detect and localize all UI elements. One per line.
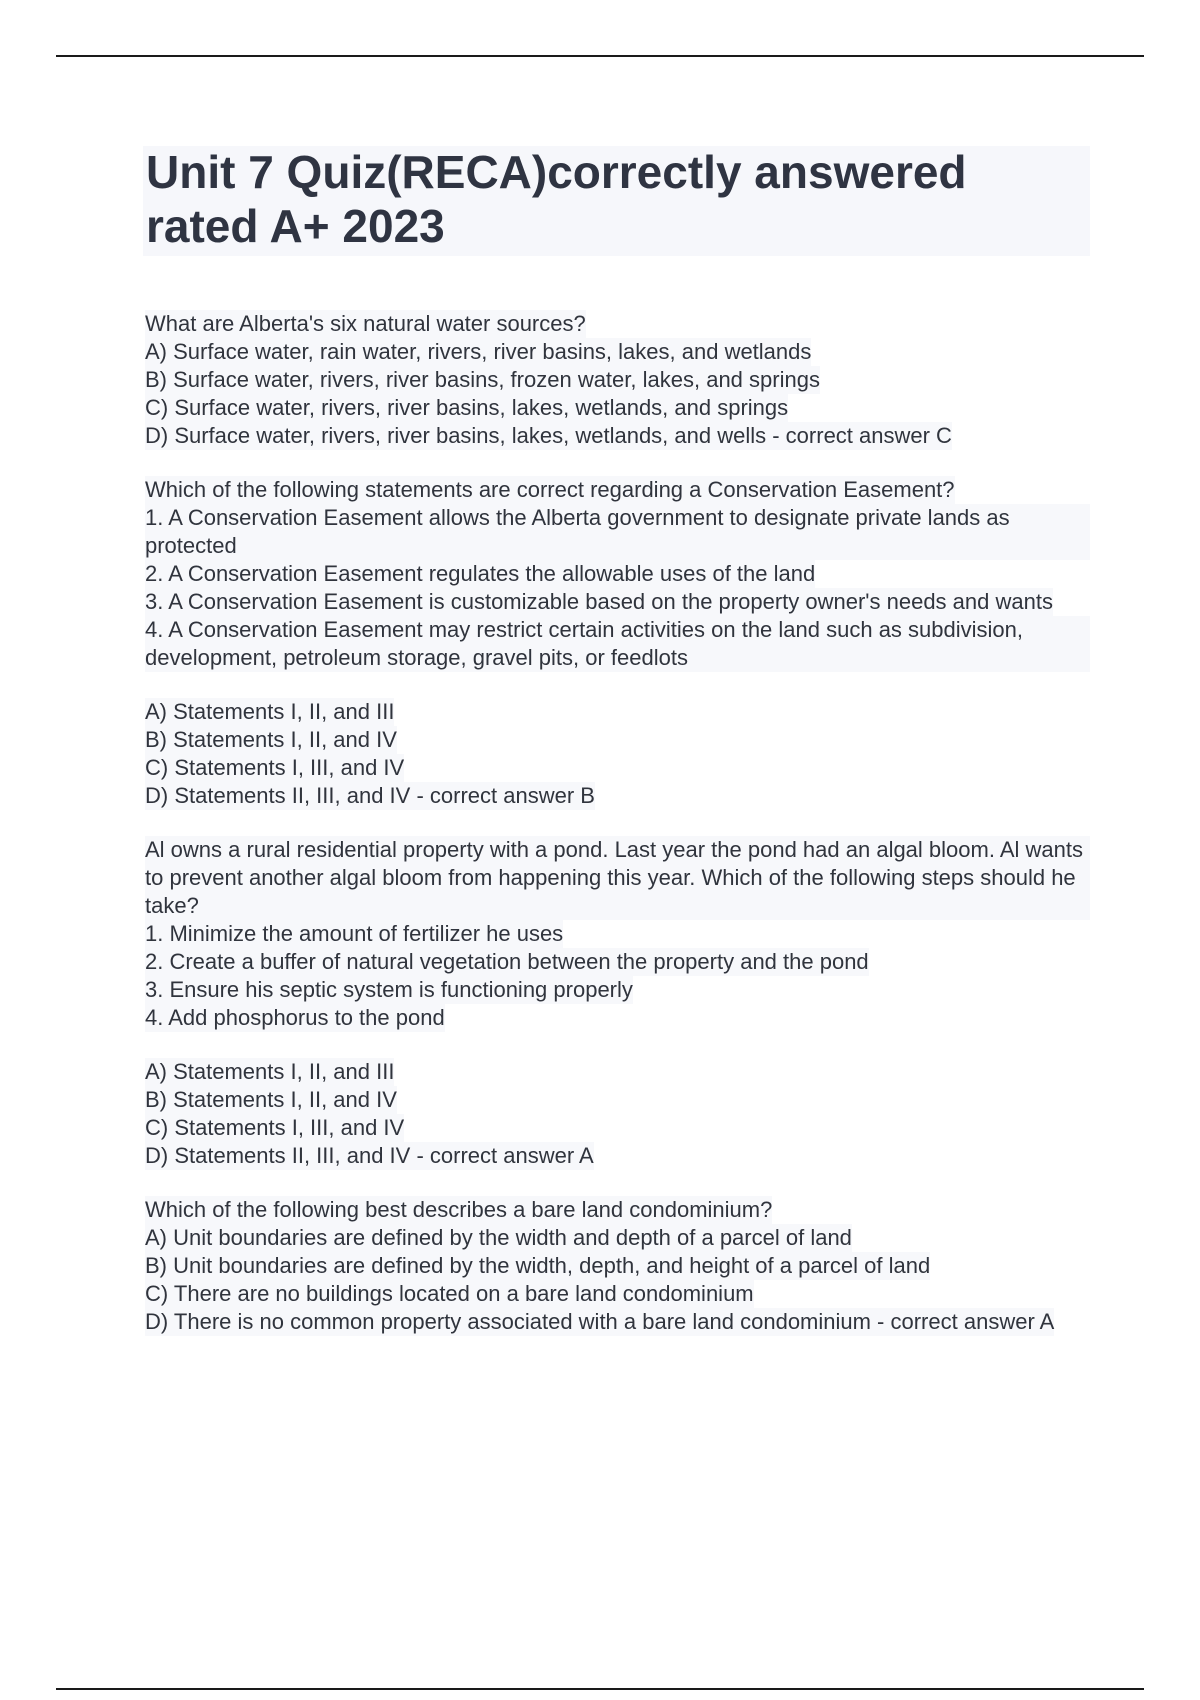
question-2-option-a: A) Statements I, II, and III	[145, 699, 395, 724]
question-1-option-a: A) Surface water, rain water, rivers, river basins, lakes, and wetlands	[145, 339, 812, 364]
question-1	[145, 310, 1095, 450]
question-3-option-d: D) Statements II, III, and IV - correct answer A	[145, 1143, 594, 1168]
question-3	[145, 836, 1095, 1170]
question-3-option-c: C) Statements I, III, and IV	[145, 1115, 405, 1140]
question-4-option-d: D) There is no common property associated with a bare land condominium - correct answer A	[145, 1309, 1055, 1334]
question-1-prompt: What are Alberta's six natural water sources?	[145, 311, 586, 336]
question-4-option-a: A) Unit boundaries are defined by the width and depth of a parcel of land	[145, 1225, 852, 1250]
question-2-option-c: C) Statements I, III, and IV	[145, 755, 405, 780]
question-3-option-b: B) Statements I, II, and IV	[145, 1087, 397, 1112]
question-3-statement-4: 4. Add phosphorus to the pond	[145, 1005, 445, 1030]
question-4-prompt: Which of the following best describes a bare land condominium?	[145, 1197, 773, 1222]
question-2-statement-3: 3. A Conservation Easement is customizable based on the property owner's needs and wants	[145, 589, 1053, 614]
question-4-option-c: C) There are no buildings located on a bare land condominium	[145, 1281, 754, 1306]
question-3-prompt: Al owns a rural residential property with a pond. Last year the pond had an algal bloom. Al wants to prevent another algal bloom from happening this year. Which of the following steps should he take?	[145, 836, 1090, 920]
question-2-statement-1: 1. A Conservation Easement allows the Alberta government to designate private lands as protected	[145, 504, 1090, 560]
spacer	[145, 672, 1095, 698]
question-2-option-d: D) Statements II, III, and IV - correct answer B	[145, 783, 595, 808]
document-title: Unit 7 Quiz(RECA)correctly answered rated A+ 2023	[146, 146, 967, 252]
question-4-option-b: B) Unit boundaries are defined by the width, depth, and height of a parcel of land	[145, 1253, 931, 1278]
question-1-option-c: C) Surface water, rivers, river basins, lakes, wetlands, and springs	[145, 395, 789, 420]
spacer	[145, 1032, 1095, 1058]
question-2-option-b: B) Statements I, II, and IV	[145, 727, 397, 752]
question-3-statement-1: 1. Minimize the amount of fertilizer he uses	[145, 921, 564, 946]
question-3-statement-2: 2. Create a buffer of natural vegetation between the property and the pond	[145, 949, 869, 974]
question-3-option-a: A) Statements I, II, and III	[145, 1059, 395, 1084]
question-3-statement-3: 3. Ensure his septic system is functioning properly	[145, 977, 633, 1002]
footer-rule	[56, 1688, 1144, 1690]
question-2	[145, 476, 1095, 810]
question-2-statement-4: 4. A Conservation Easement may restrict certain activities on the land such as subdivision, development, petroleum storage, gravel pits, or feedlots	[145, 616, 1090, 672]
question-1-option-d: D) Surface water, rivers, river basins, lakes, wetlands, and wells - correct answer C	[145, 423, 952, 448]
question-4	[145, 1196, 1095, 1336]
header-rule	[56, 55, 1144, 57]
question-2-statement-2: 2. A Conservation Easement regulates the allowable uses of the land	[145, 561, 816, 586]
quiz-content	[145, 310, 1095, 1362]
question-2-prompt: Which of the following statements are correct regarding a Conservation Easement?	[145, 477, 955, 502]
question-1-option-b: B) Surface water, rivers, river basins, frozen water, lakes, and springs	[145, 367, 820, 392]
